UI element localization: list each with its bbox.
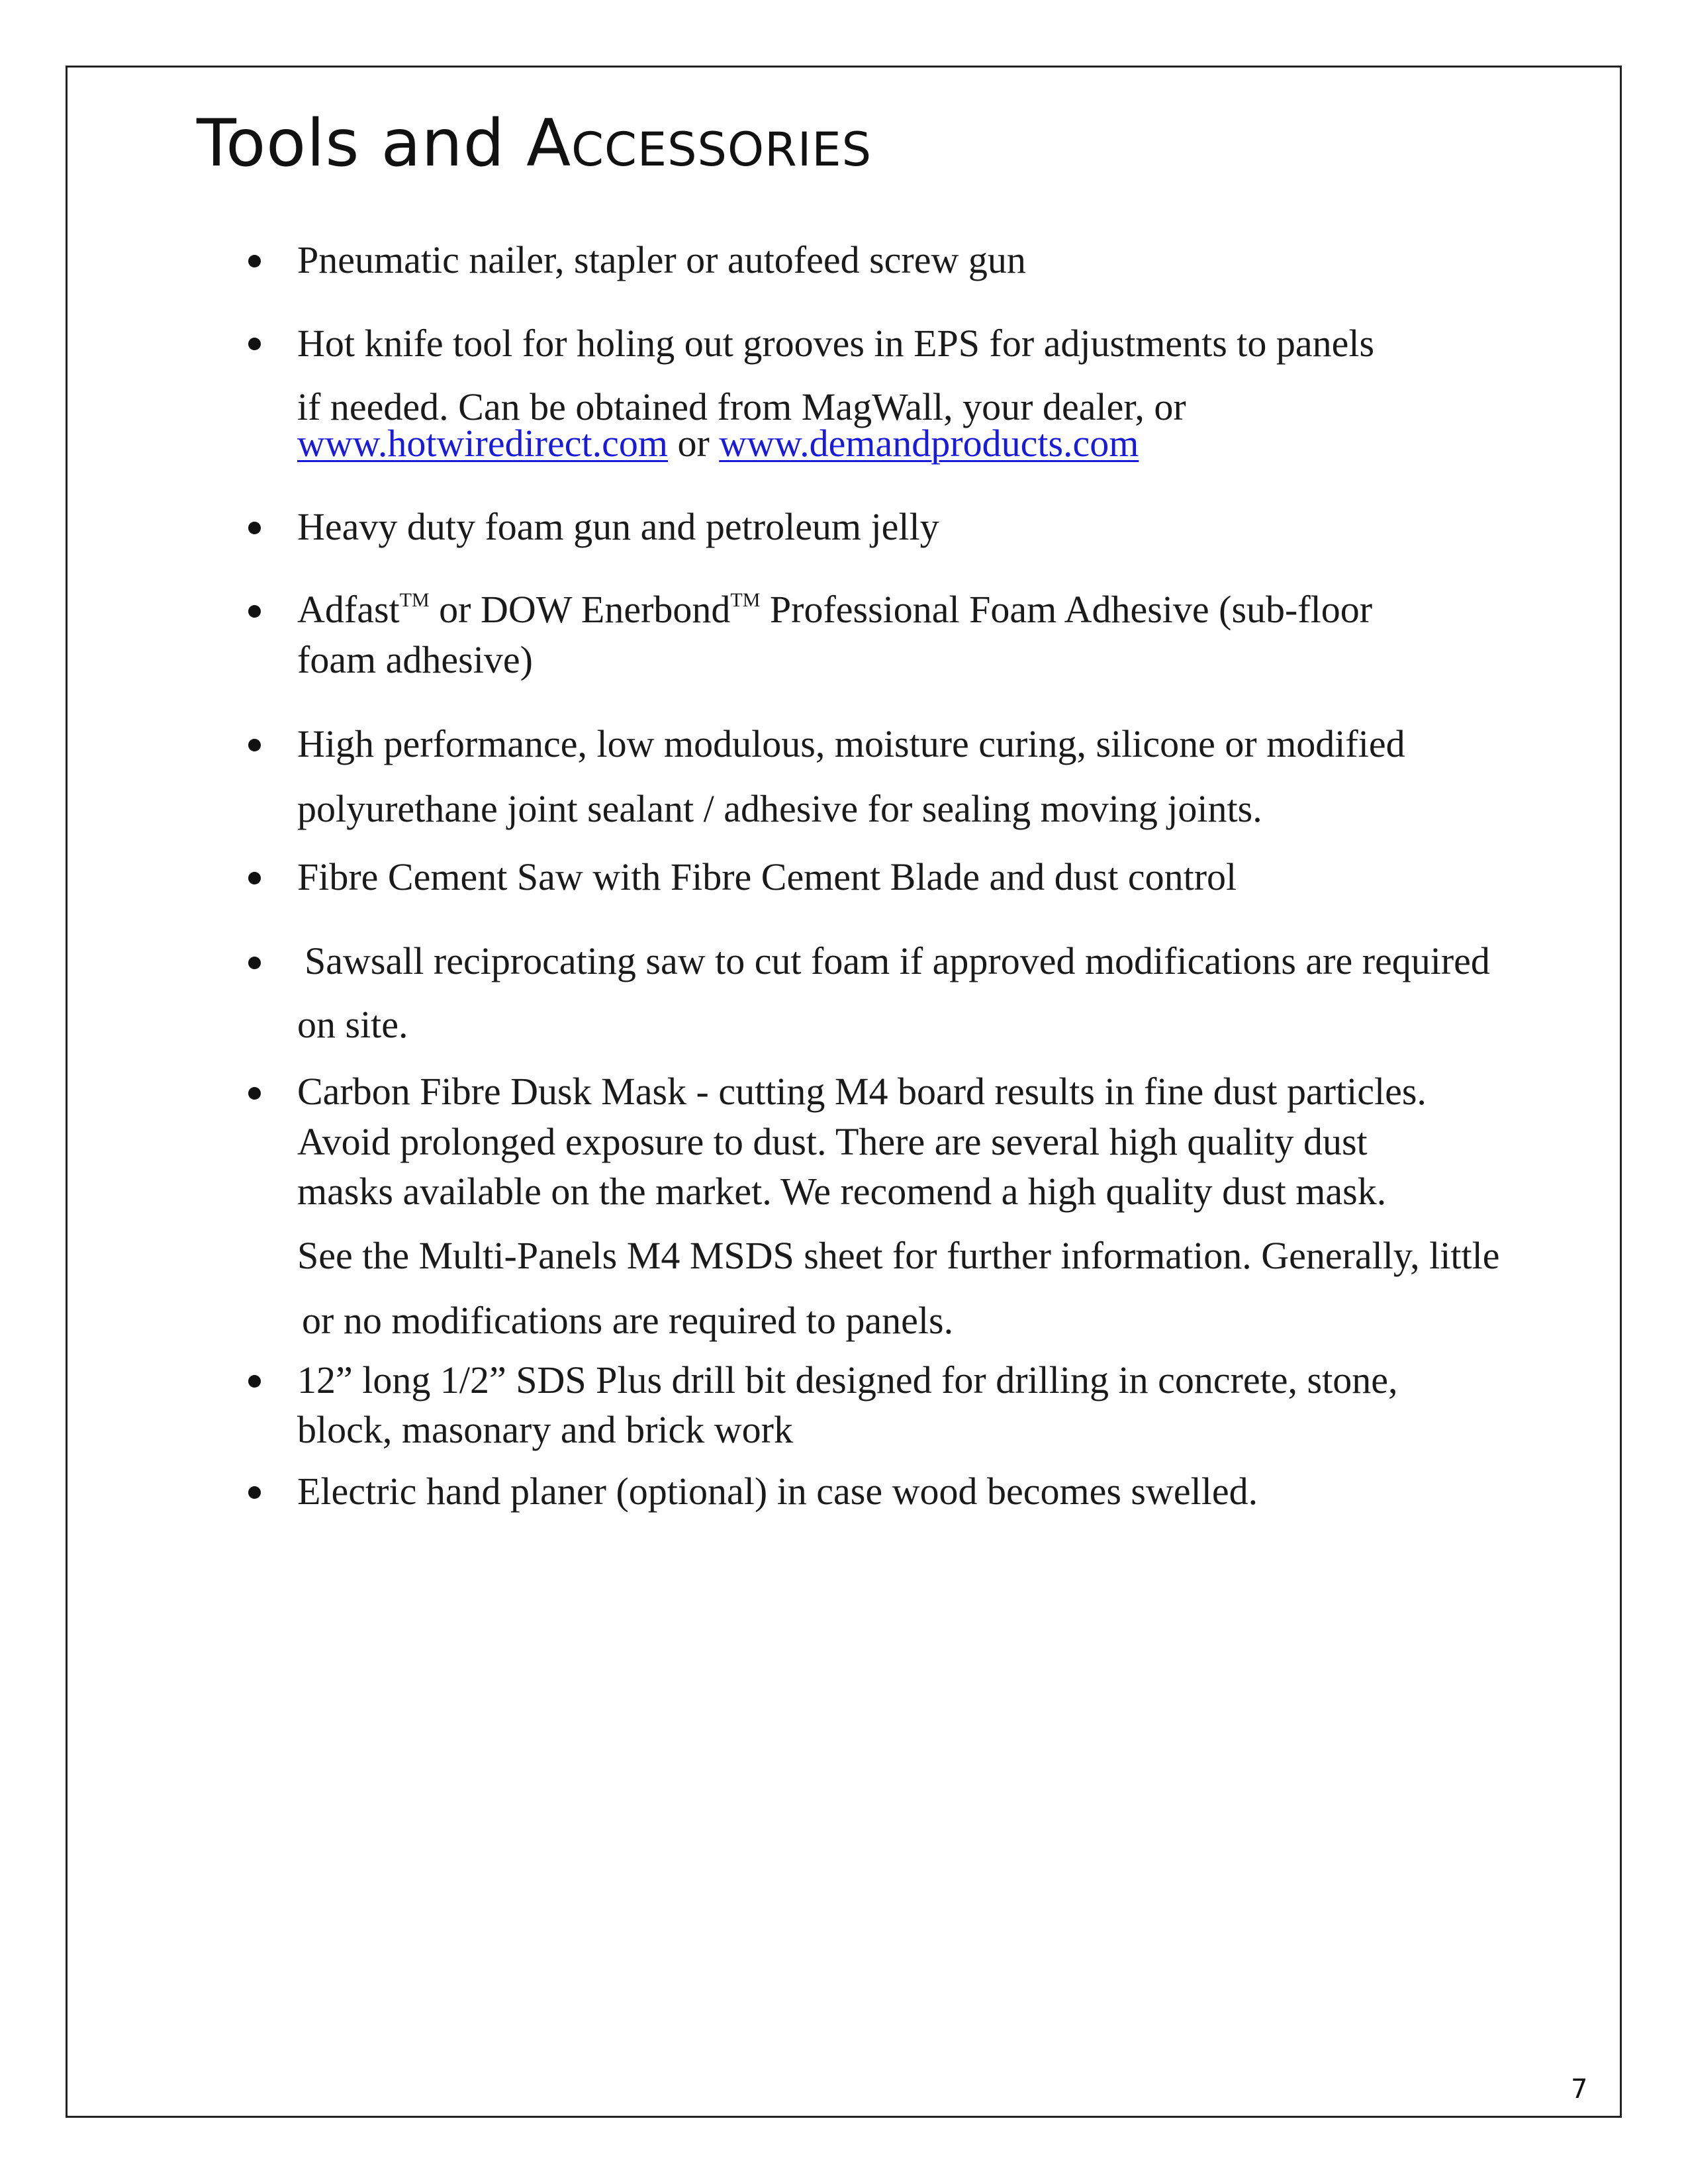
bullet-icon xyxy=(248,1486,261,1499)
bullet-icon xyxy=(248,1375,261,1388)
bullet-icon xyxy=(248,255,261,267)
bullet-icon xyxy=(248,605,261,618)
trademark-mark: TM xyxy=(399,589,430,611)
list-item-text: on site. xyxy=(297,1003,408,1046)
list-item-text: block, masonary and brick work xyxy=(297,1408,793,1451)
bullet-icon xyxy=(248,522,261,534)
list-item-text: polyurethane joint sealant / adhesive for sealing moving joints. xyxy=(297,787,1262,830)
list-item-text: Heavy duty foam gun and petroleum jelly xyxy=(297,505,939,548)
list-item-text: if needed. Can be obtained from MagWall, your dealer, or xyxy=(297,385,1186,428)
list-item-text: Fibre Cement Saw with Fibre Cement Blade and dust control xyxy=(297,855,1237,898)
bullet-icon xyxy=(248,957,261,969)
list-item-text: or no modifications are required to panels. xyxy=(302,1299,954,1342)
list-item-text: foam adhesive) xyxy=(297,638,533,681)
hotwiredirect-link[interactable]: www.hotwiredirect.com xyxy=(297,422,668,465)
list-item-text: Pneumatic nailer, stapler or autofeed screw gun xyxy=(297,238,1026,281)
list-item-text: Sawsall reciprocating saw to cut foam if approved modifications are required xyxy=(305,939,1490,982)
bullet-icon xyxy=(248,872,261,884)
bullet-icon xyxy=(248,1087,261,1100)
list-item-text: High performance, low modulous, moisture curing, silicone or modified xyxy=(297,722,1405,765)
bullet-icon xyxy=(248,338,261,350)
list-item-text: Adfast™ or DOW Enerbond™ Professional Foam Adhesive (sub-floor xyxy=(297,588,1373,631)
trademark-mark: TM xyxy=(730,589,761,611)
list-item-text: Electric hand planer (optional) in case wood becomes swelled. xyxy=(297,1470,1258,1513)
list-item-text: Carbon Fibre Dusk Mask - cutting M4 board results in fine dust particles. xyxy=(297,1070,1427,1113)
demandproducts-link[interactable]: www.demandproducts.com xyxy=(719,422,1139,465)
link-separator: or xyxy=(667,422,720,465)
list-item-links xyxy=(297,424,1139,463)
list-item-text: Hot knife tool for holing out grooves in EPS for adjustments to panels xyxy=(297,322,1375,365)
page-title: Tools and ACCESSORIES xyxy=(197,106,872,181)
page-number: 7 xyxy=(1571,2074,1588,2105)
bullet-icon xyxy=(248,739,261,751)
list-item-text: See the Multi-Panels M4 MSDS sheet for further information. Generally, little xyxy=(297,1234,1500,1277)
list-item-text: Avoid prolonged exposure to dust. There are several high quality dust xyxy=(297,1120,1368,1163)
list-item-text: 12” long 1/2” SDS Plus drill bit designed for drilling in concrete, stone, xyxy=(297,1358,1398,1401)
list-item-text: masks available on the market. We recomend a high quality dust mask. xyxy=(297,1170,1387,1213)
